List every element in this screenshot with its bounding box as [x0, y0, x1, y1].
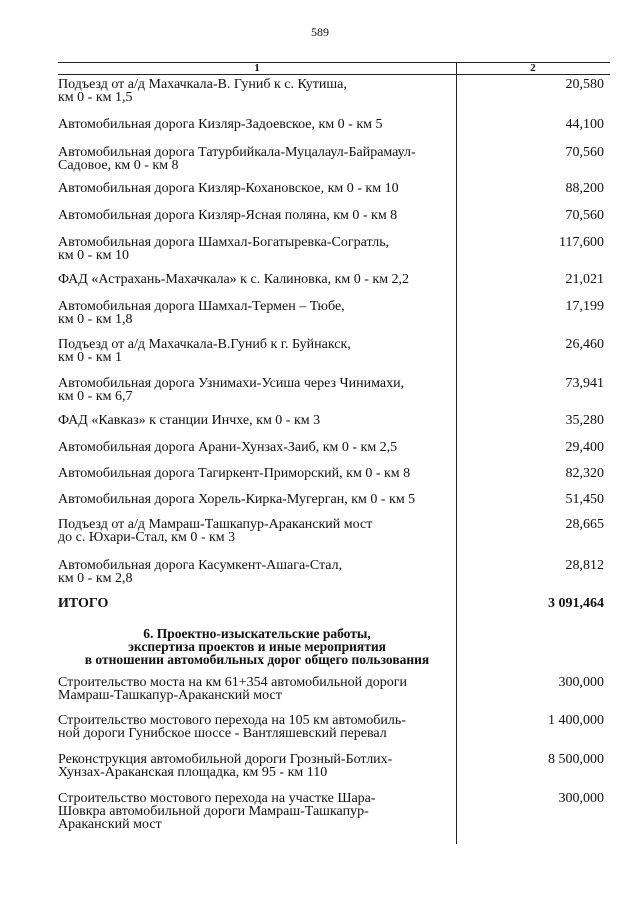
- row-value: 28,665: [565, 517, 604, 532]
- row-value: 88,200: [565, 181, 604, 196]
- row-name: Автомобильная дорога Хорель-Кирка-Мугерган, км 0 - км 5: [58, 492, 416, 507]
- row-value: 70,560: [565, 145, 604, 160]
- row-value: 70,560: [565, 208, 604, 223]
- row-name: Автомобильная дорога Шамхал-Богатыревка-Согратль, км 0 - км 10: [58, 235, 390, 263]
- section-title: 6. Проектно-изыскательские работы, экспертиза проектов и иные мероприятия в отношении автомобильных дорог общего пользования: [84, 626, 430, 667]
- row-value: 26,460: [565, 337, 604, 352]
- row-value: 28,812: [565, 558, 604, 573]
- row-value: 17,199: [565, 299, 604, 314]
- row-value: 29,400: [565, 440, 604, 455]
- row-name: Подъезд от а/д Мамраш-Ташкапур-Араканский мост до с. Юхари-Стал, км 0 - км 3: [58, 517, 373, 545]
- row-value: 300,000: [558, 675, 604, 690]
- row-name: Строительство мостового перехода на участке Шара- Шовкра автомобильной дороги Мамраш-Ташкапур- Араканский мост: [58, 791, 376, 832]
- row-name: Строительство моста на км 61+354 автомобильной дороги Мамраш-Ташкапур-Араканский мост: [58, 675, 408, 703]
- total-label: ИТОГО: [58, 596, 109, 611]
- table-header-border: [58, 74, 610, 75]
- row-name: Автомобильная дорога Арани-Хунзах-Заиб, км 0 - км 2,5: [58, 440, 398, 455]
- budget-table: [58, 62, 610, 844]
- row-name: Автомобильная дорога Кизляр-Ясная поляна, км 0 - км 8: [58, 208, 398, 223]
- row-name: Автомобильная дорога Кизляр-Задоевское, км 0 - км 5: [58, 117, 383, 132]
- row-name: ФАД «Кавказ» к станции Инчхе, км 0 - км 3: [58, 413, 321, 428]
- row-value: 117,600: [559, 235, 604, 250]
- total-value: 3 091,464: [548, 596, 604, 611]
- row-value: 73,941: [565, 376, 604, 391]
- column-header-1: 1: [254, 62, 260, 74]
- row-value: 1 400,000: [548, 713, 604, 728]
- row-value: 44,100: [565, 117, 604, 132]
- row-name: Автомобильная дорога Татурбийкала-Муцалаул-Байрамаул- Садовое, км 0 - км 8: [58, 145, 416, 173]
- row-value: 82,320: [565, 466, 604, 481]
- column-divider: [456, 62, 457, 844]
- row-value: 35,280: [565, 413, 604, 428]
- row-name: ФАД «Астрахань-Махачкала» к с. Калиновка, км 0 - км 2,2: [58, 272, 410, 287]
- row-value: 300,000: [558, 791, 604, 806]
- row-name: Автомобильная дорога Узнимахи-Усиша через Чинимахи, км 0 - км 6,7: [58, 376, 405, 404]
- row-value: 51,450: [565, 492, 604, 507]
- row-value: 21,021: [565, 272, 604, 287]
- row-name: Автомобильная дорога Касумкент-Ашага-Стал, км 0 - км 2,8: [58, 558, 343, 586]
- row-name: Строительство мостового перехода на 105 км автомобиль- ной дороги Гунибское шоссе - Вантляшевский перевал: [58, 713, 406, 741]
- row-name: Подъезд от а/д Махачкала-В. Гуниб к с. Кутиша, км 0 - км 1,5: [58, 77, 347, 105]
- page-number: 589: [311, 25, 329, 39]
- row-name: Автомобильная дорога Шамхал-Термен – Тюбе, км 0 - км 1,8: [58, 299, 345, 327]
- row-name: Реконструкция автомобильной дороги Грозный-Ботлих- Хунзах-Араканская площадка, км 95 - км 110: [58, 752, 393, 780]
- row-value: 20,580: [565, 77, 604, 92]
- row-name: Автомобильная дорога Кизляр-Кохановское, км 0 - км 10: [58, 181, 399, 196]
- row-name: Подъезд от а/д Махачкала-В.Гуниб к г. Буйнакск, км 0 - км 1: [58, 337, 351, 365]
- row-value: 8 500,000: [548, 752, 604, 767]
- column-header-2: 2: [530, 62, 536, 74]
- row-name: Автомобильная дорога Тагиркент-Приморский, км 0 - км 8: [58, 466, 411, 481]
